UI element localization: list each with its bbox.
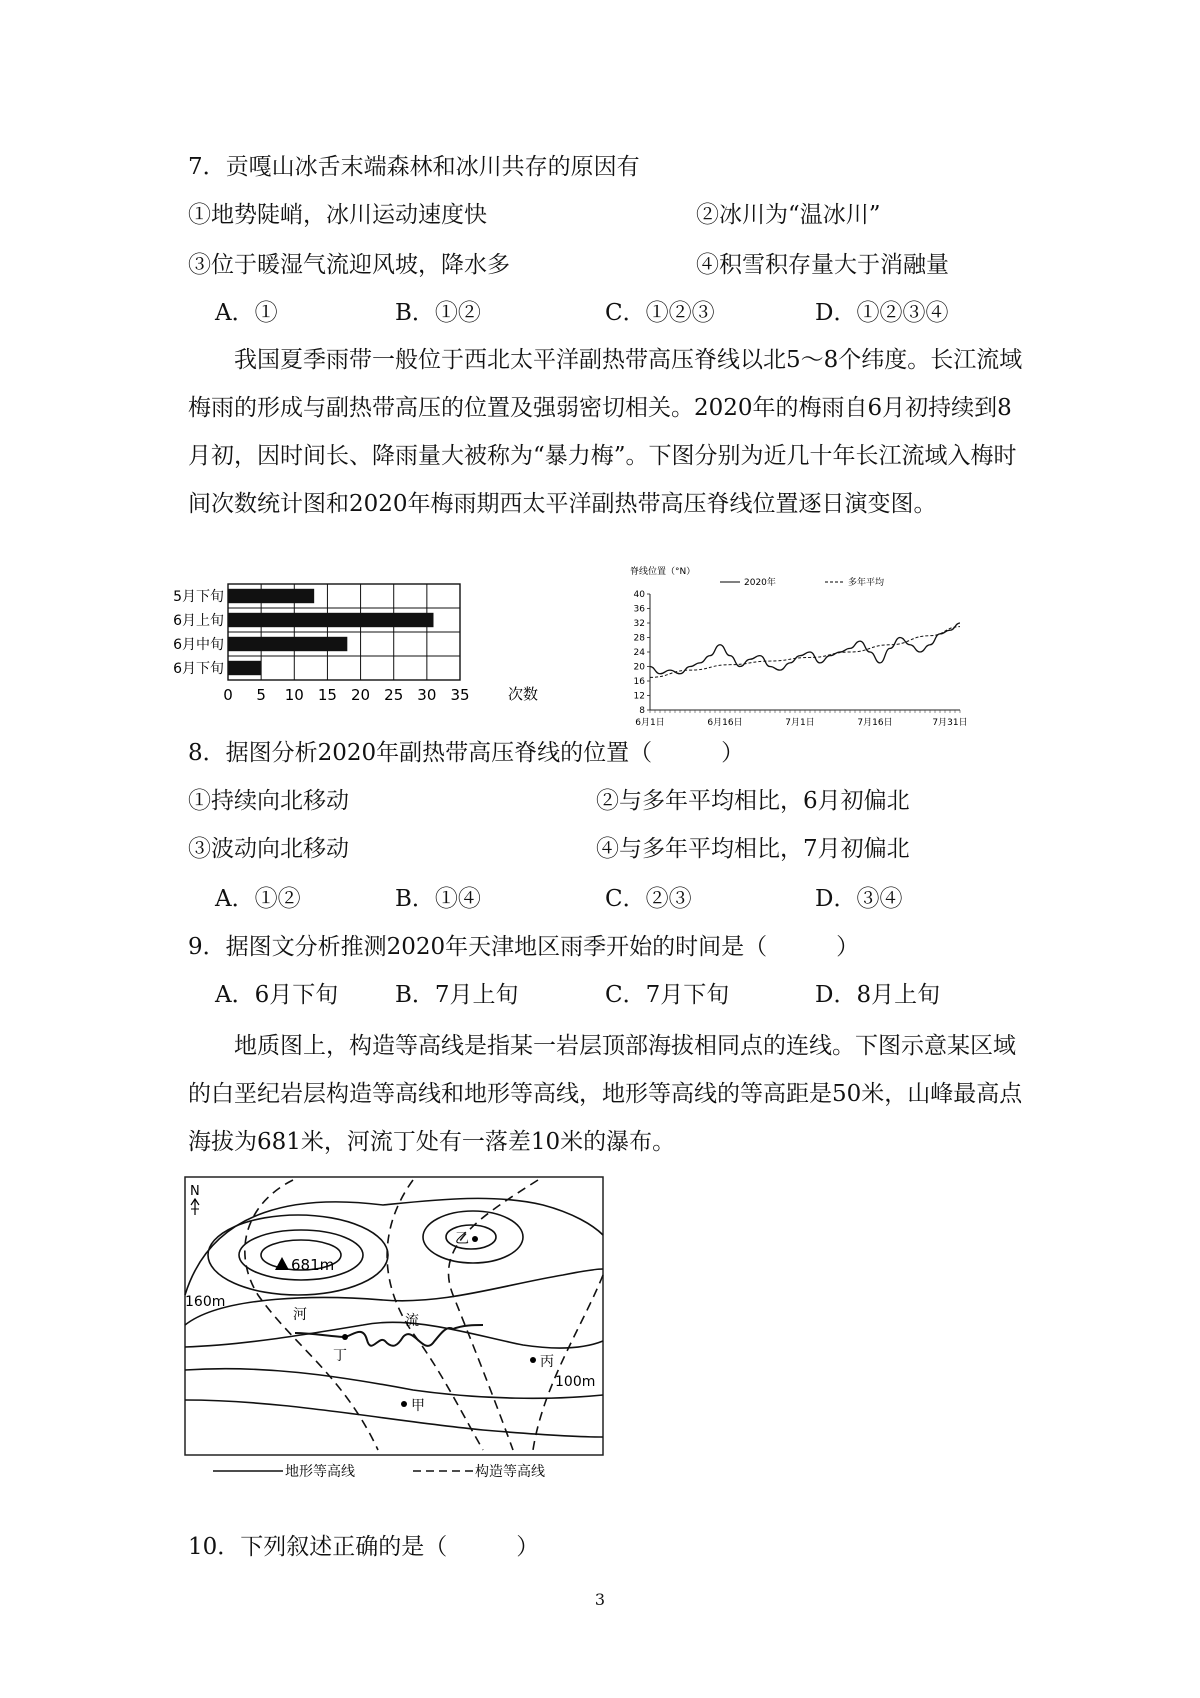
terrain-contours [185, 1198, 603, 1437]
bing-label: 丙 [540, 1354, 554, 1370]
q8-item-4: ④与多年平均相比，7月初偏北 [596, 836, 910, 862]
q7-choice-b[interactable]: B．①② [395, 300, 481, 326]
bar [228, 637, 347, 651]
series-2020-line [650, 623, 960, 674]
bar-chart-xlabel: 次数 [508, 685, 539, 703]
bar-chart [173, 580, 560, 730]
bar-chart-categories [173, 589, 224, 677]
line-chart-ytick-label: 24 [633, 648, 645, 658]
q10-stem: 10．下列叙述正确的是（ ） [188, 1534, 540, 1560]
legend-average: 多年平均 [848, 578, 885, 588]
q8-item-3: ③波动向北移动 [188, 836, 349, 862]
line-chart-ytick-label: 36 [633, 604, 645, 615]
bar-chart-category-label: 6月上旬 [173, 613, 224, 629]
q9-choice-a[interactable]: A．6月下旬 [215, 982, 339, 1008]
legend-terrain-label: 地形等高线 [285, 1464, 355, 1480]
passage-2: 地质图上，构造等高线是指某一岩层顶部海拔相同点的连线。下图示意某区域的白垩纪岩层构造等高线和地形等高线，地形等高线的等高距是50米，山峰最高点海拔为681米，河流丁处有一落差10米的瀑布。 [188, 1033, 1023, 1155]
yi-label: 乙 [455, 1231, 469, 1247]
line-chart-ytick-label: 12 [633, 691, 645, 702]
contour-map [183, 1175, 608, 1485]
page-number: 3 [594, 1590, 606, 1609]
bar [228, 661, 261, 675]
river-label-2: 流 [405, 1313, 419, 1329]
line-chart-ytick-label: 8 [639, 706, 645, 716]
map-legend [213, 1463, 545, 1480]
line-chart-xtick-label: 7月1日 [785, 718, 815, 728]
q9-stem: 9．据图文分析推测2020年天津地区雨季开始的时间是（ ） [188, 934, 860, 960]
yi-point-icon [472, 1236, 478, 1242]
line-chart [620, 562, 970, 732]
series-average-line [650, 627, 960, 678]
legend-2020: 2020年 [744, 578, 776, 588]
line-chart-xtick-label: 6月1日 [635, 718, 665, 728]
q7-item-2: ②冰川为“温冰川” [696, 202, 881, 228]
bar-chart-category-label: 5月下旬 [173, 589, 224, 605]
ding-label: 丁 [333, 1348, 347, 1364]
contour-100-label: 100m [555, 1374, 596, 1390]
line-chart-xtick-label: 6月16日 [707, 718, 743, 728]
bar-chart-xtick-label: 15 [317, 686, 337, 704]
bar [228, 613, 433, 627]
passage-1: 我国夏季雨带一般位于西北太平洋副热带高压脊线以北5～8个纬度。长江流域梅雨的形成与副热带高压的位置及强弱密切相关。2020年的梅雨自6月初持续到8月初，因时间长、降雨量大被称为“暴力梅”。下图分别为近几十年长江流域入梅时间次数统计图和2020年梅雨期西太平洋副热带高压脊线位置逐日演变图。 [188, 347, 1023, 517]
q8-stem: 8．据图分析2020年副热带高压脊线的位置（ ） [188, 740, 745, 766]
bar-chart-xtick-label: 20 [351, 686, 371, 704]
q8-choice-c[interactable]: C．②③ [605, 886, 692, 912]
line-chart-ytick-label: 28 [633, 633, 645, 644]
line-chart-xtick-label: 7月31日 [932, 718, 968, 728]
q8-choice-a[interactable]: A．①② [215, 886, 301, 912]
line-chart-ylabel: 脊线位置（°N） [630, 567, 696, 577]
bar-chart-xtick-label: 25 [384, 686, 404, 704]
peak-label: 681m [291, 1256, 335, 1274]
bar-chart-category-label: 6月中旬 [173, 637, 224, 653]
q7-item-3: ③位于暖湿气流迎风坡，降水多 [188, 252, 510, 278]
river [295, 1325, 483, 1346]
bar-chart-category-label: 6月下旬 [173, 661, 224, 677]
line-chart-legend [720, 576, 884, 588]
contour-160-label: 160m [185, 1294, 226, 1310]
q9-choice-c[interactable]: C．7月下旬 [605, 982, 730, 1008]
bar-chart-xtick-label: 5 [256, 686, 266, 704]
line-chart-xticks [635, 717, 967, 728]
bar-chart-xtick-label: 35 [450, 686, 470, 704]
line-chart-ytick-label: 32 [633, 619, 645, 629]
q8-item-2: ②与多年平均相比，6月初偏北 [596, 788, 910, 814]
q7-choice-a[interactable]: A．① [215, 300, 278, 326]
bar [228, 589, 314, 603]
q7-stem: 7．贡嘎山冰舌末端森林和冰川共存的原因有 [188, 154, 640, 180]
line-chart-series [650, 623, 960, 677]
line-chart-ytick-label: 20 [633, 662, 645, 673]
peak-icon [275, 1257, 289, 1270]
bing-point-icon [530, 1357, 536, 1363]
q8-choice-d[interactable]: D．③④ [815, 886, 903, 912]
bar-chart-xtick-label: 30 [417, 686, 437, 704]
bar-chart-xtick-label: 10 [284, 686, 304, 704]
q7-choice-c[interactable]: C．①②③ [605, 300, 715, 326]
line-chart-yticks [634, 590, 650, 716]
line-chart-ytick-label: 40 [633, 590, 645, 600]
q7-item-1: ①地势陡峭，冰川运动速度快 [188, 202, 487, 228]
q8-item-1: ①持续向北移动 [188, 788, 349, 814]
north-label: N [190, 1184, 200, 1199]
river-label-1: 河 [293, 1307, 307, 1323]
line-chart-ytick-label: 16 [633, 677, 645, 687]
q9-choice-d[interactable]: D．8月上旬 [815, 982, 941, 1008]
line-chart-xtick-label: 7月16日 [857, 718, 893, 728]
legend-structural-label: 构造等高线 [475, 1464, 545, 1480]
bar-chart-xtick-label: 0 [223, 686, 233, 704]
ding-point-icon [342, 1334, 348, 1340]
q9-choice-b[interactable]: B．7月上旬 [395, 982, 519, 1008]
q7-choice-d[interactable]: D．①②③④ [815, 300, 949, 326]
q8-choice-b[interactable]: B．①④ [395, 886, 481, 912]
bar-chart-xticks [223, 686, 469, 704]
jia-point-icon [401, 1401, 407, 1407]
jia-label: 甲 [411, 1398, 425, 1414]
q7-item-4: ④积雪积存量大于消融量 [696, 252, 949, 278]
